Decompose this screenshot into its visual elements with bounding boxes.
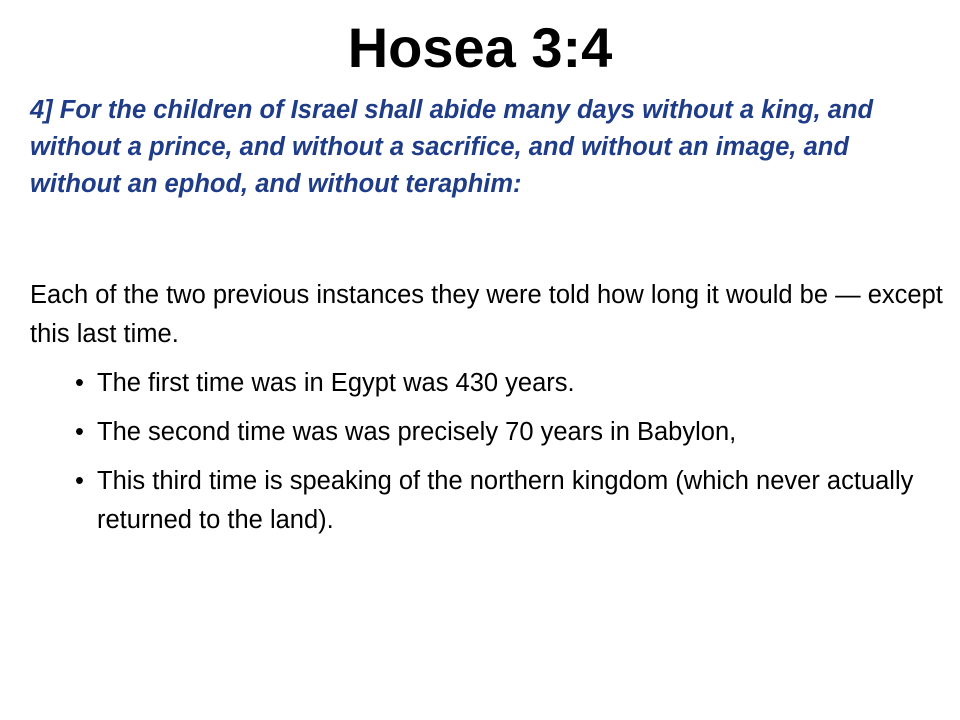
bullet-list <box>75 364 935 550</box>
bullet-icon: • <box>75 418 84 446</box>
bullet-icon: • <box>75 467 84 495</box>
intro-paragraph: Each of the two previous instances they were told how long it would be — except this last time. <box>30 281 943 348</box>
bullet-text: The second time was was precisely 70 years in Babylon, <box>97 418 737 446</box>
slide-title: Hosea 3:4 <box>347 16 613 79</box>
bullet-item <box>75 462 935 540</box>
bullet-text: This third time is speaking of the northern kingdom (which never actually returned to the land). <box>97 467 914 534</box>
bullet-text: The first time was in Egypt was 430 years. <box>97 369 575 397</box>
bullet-item <box>75 364 935 403</box>
bullet-icon: • <box>75 369 84 397</box>
bullet-item <box>75 413 935 452</box>
verse-quote: 4] For the children of Israel shall abide many days without a king, and without a prince, and without a sacrifice, and without an image, and without an ephod, and without teraphim: <box>30 96 874 198</box>
